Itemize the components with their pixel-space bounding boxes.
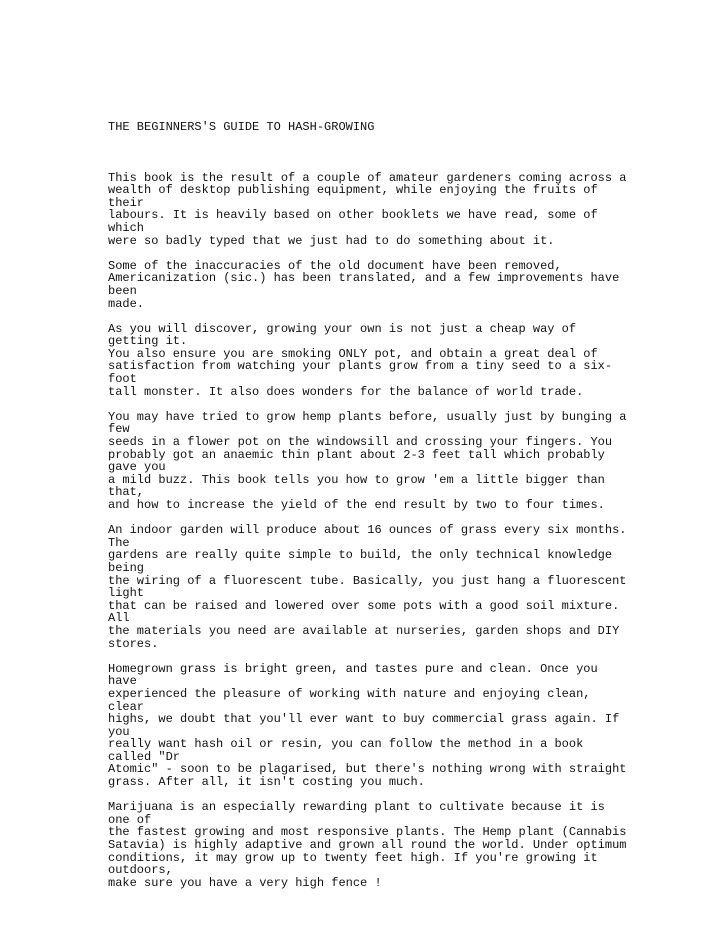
text-line: really want hash oil or resin, you can follow the method in a book [108, 737, 584, 752]
text-line: make sure you have a very high fence ! [108, 875, 382, 890]
paragraph [108, 411, 708, 512]
text-line: This book is the result of a couple of amateur gardeners coming across a [108, 170, 627, 185]
text-line: experienced the pleasure of working with nature and enjoying clean, [108, 686, 591, 701]
text-line: seeds in a flower pot on the windowsill and crossing your fingers. You [108, 435, 613, 450]
text-line: light [108, 586, 145, 601]
text-line: getting it. [108, 334, 188, 349]
text-line: All [108, 611, 130, 626]
text-line: An indoor garden will produce about 16 ounces of grass every six months. [108, 523, 627, 538]
text-line: that, [108, 485, 145, 500]
text-line: were so badly typed that we just had to do something about it. [108, 233, 555, 248]
text-line: being [108, 560, 145, 575]
document-body [108, 172, 708, 890]
text-line: outdoors, [108, 863, 173, 878]
text-line: gardens are really quite simple to build, the only technical knowledge [108, 548, 613, 563]
text-line: Atomic" - soon to be plagarised, but there's nothing wrong with straight [108, 762, 627, 777]
text-line: As you will discover, growing your own is not just a cheap way of [108, 321, 577, 336]
paragraph [108, 172, 708, 248]
text-line: their [108, 195, 145, 210]
text-line: probably got an anaemic thin plant about 2-3 feet tall which probably [108, 447, 605, 462]
text-line: wealth of desktop publishing equipment, while enjoying the fruits of [108, 183, 598, 198]
text-line: stores. [108, 636, 159, 651]
text-line: Marijuana is an especially rewarding plant to cultivate because it is [108, 800, 605, 815]
document-title: THE BEGINNERS'S GUIDE TO HASH-GROWING [108, 120, 375, 135]
text-line: a mild buzz. This book tells you how to grow 'em a little bigger than [108, 472, 605, 487]
text-line: been [108, 283, 137, 298]
text-line: gave you [108, 460, 166, 475]
text-line: foot [108, 372, 137, 387]
text-line: Americanization (sic.) has been translated, and a few improvements have [108, 271, 620, 286]
text-line: grass. After all, it isn't costing you much. [108, 775, 425, 790]
text-line: labours. It is heavily based on other booklets we have read, some of [108, 208, 598, 223]
document-page [108, 96, 708, 915]
text-line: satisfaction from watching your plants grow from a tiny seed to a six- [108, 359, 613, 374]
paragraph [108, 663, 708, 789]
text-line: made. [108, 296, 145, 311]
text-line: and how to increase the yield of the end result by two to four times. [108, 498, 605, 512]
text-line: which [108, 220, 145, 235]
text-line: highs, we doubt that you'll ever want to buy commercial grass again. If [108, 712, 620, 727]
text-line: clear [108, 699, 145, 714]
text-line: the wiring of a fluorescent tube. Basically, you just hang a fluorescent [108, 573, 627, 588]
text-line: few [108, 422, 130, 437]
paragraph [108, 260, 708, 310]
text-line: Homegrown grass is bright green, and tastes pure and clean. Once you [108, 661, 598, 676]
text-line: You also ensure you are smoking ONLY pot, and obtain a great deal of [108, 346, 598, 361]
text-line: you [108, 724, 130, 739]
text-line: conditions, it may grow up to twenty feet high. If you're growing it [108, 850, 598, 865]
text-line: called "Dr [108, 749, 181, 764]
text-line: that can be raised and lowered over some pots with a good soil mixture. [108, 598, 620, 613]
text-line: Satavia) is highly adaptive and grown all round the world. Under optimum [108, 838, 627, 853]
text-line: You may have tried to grow hemp plants before, usually just by bunging a [108, 409, 627, 424]
text-line: The [108, 535, 130, 550]
text-line: the fastest growing and most responsive plants. The Hemp plant (Cannabis [108, 825, 627, 840]
text-line: one of [108, 812, 152, 827]
text-line: Some of the inaccuracies of the old document have been removed, [108, 258, 562, 273]
text-line: tall monster. It also does wonders for the balance of world trade. [108, 384, 584, 399]
paragraph [108, 323, 708, 399]
text-line: have [108, 674, 137, 689]
paragraph [108, 524, 708, 650]
text-line: the materials you need are available at nurseries, garden shops and DIY [108, 623, 620, 638]
paragraph [108, 801, 708, 889]
